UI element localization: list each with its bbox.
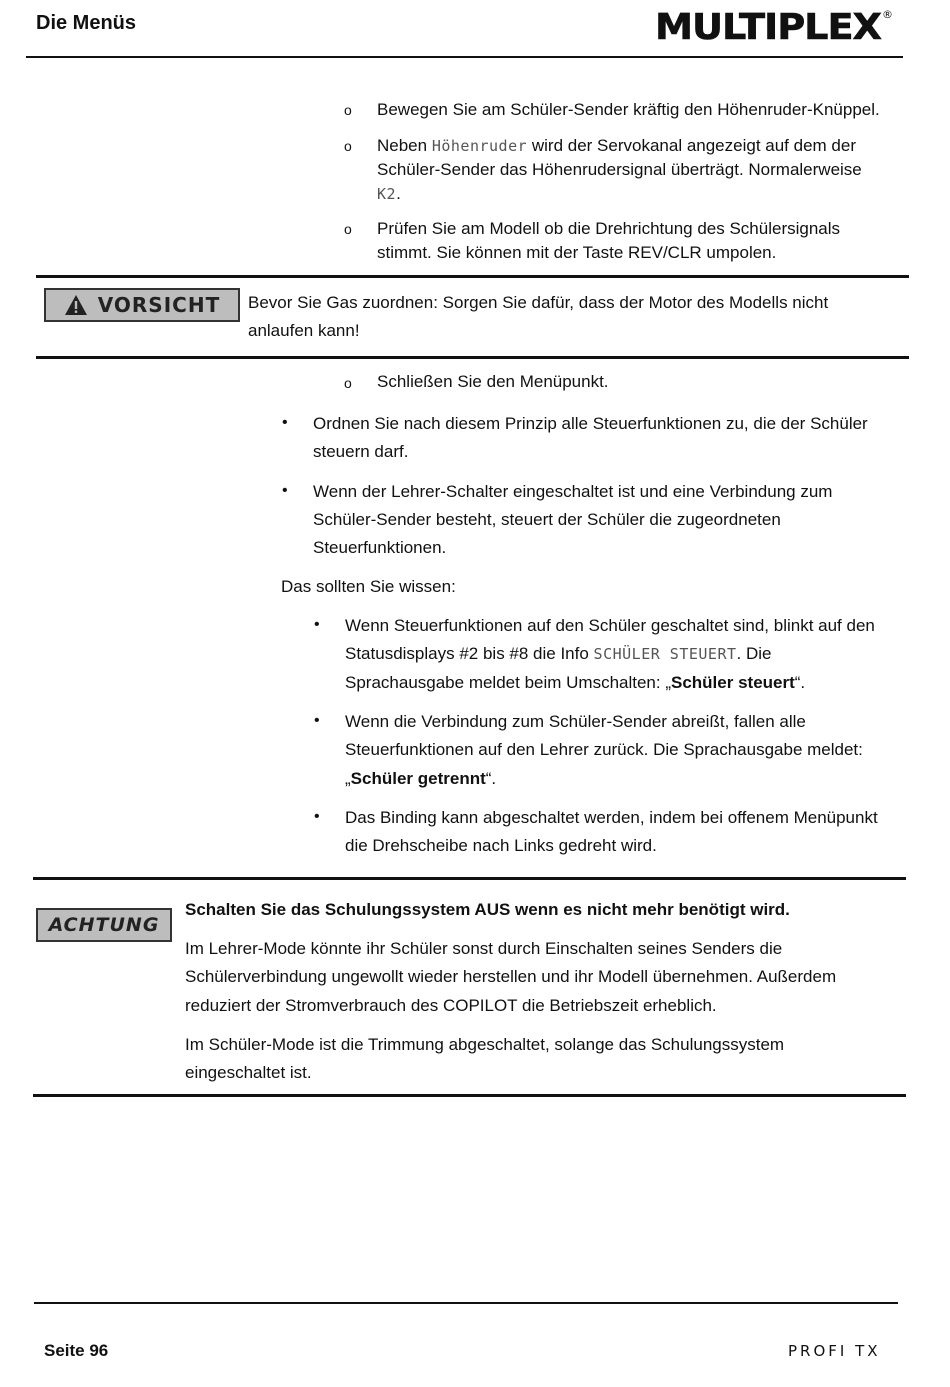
step-servo-line2: Schüler-Sender das Höhenrudersignal überträgt. Normalerweise	[377, 160, 862, 179]
step-check-line1: Prüfen Sie am Modell ob die Drehrichtung des Schülersignals	[377, 219, 841, 238]
attention-p1-line3: reduziert der Stromverbrauch des COPILOT die Betriebszeit erheblich.	[185, 996, 717, 1015]
step-check-line2: stimmt. Sie können mit der Taste REV/CLR umpolen.	[377, 243, 777, 262]
registered-mark: ®	[882, 8, 893, 21]
step-marker: o	[344, 221, 352, 237]
caution-text-line2: anlaufen kann!	[248, 321, 360, 340]
attention-rule-bottom	[33, 1094, 906, 1097]
multiplex-logo	[655, 6, 895, 46]
caution-rule-top	[36, 275, 909, 278]
know-binding-line1: Das Binding kann abgeschaltet werden, indem bei offenem Menüpunkt	[345, 808, 878, 827]
know-binding-line2: die Drehscheibe nach Links gedreht wird.	[345, 836, 657, 855]
attention-p2-line2: eingeschaltet ist.	[185, 1063, 312, 1082]
know-heading: Das sollten Sie wissen:	[281, 577, 456, 596]
attention-rule-top	[33, 877, 906, 880]
bullet-teacher-line3: Steuerfunktionen.	[313, 538, 447, 557]
step-servo-line3: K2.	[377, 184, 401, 203]
product-name: PROFI TX	[788, 1342, 881, 1360]
attention-heading: Schalten Sie das Schulungssystem AUS wenn es nicht mehr benötigt wird.	[185, 900, 790, 919]
bullet-marker: •	[314, 808, 320, 825]
know-switch-line2: Statusdisplays #2 bis #8 die Info SCHÜLER STEUERT. Die	[345, 644, 772, 663]
bullet-assign-line1: Ordnen Sie nach diesem Prinzip alle Steuerfunktionen zu, die der Schüler	[313, 414, 868, 433]
step-close-menu: Schließen Sie den Menüpunkt.	[377, 372, 609, 391]
attention-label-box	[36, 908, 172, 942]
step-marker: o	[344, 102, 352, 118]
step-move-stick: Bewegen Sie am Schüler-Sender kräftig den Höhenruder-Knüppel.	[377, 100, 880, 119]
bullet-marker: •	[314, 712, 320, 729]
step-marker: o	[344, 138, 352, 154]
bullet-marker: •	[282, 482, 288, 499]
caution-label: VORSICHT	[97, 293, 221, 317]
bullet-marker: •	[282, 414, 288, 431]
page-number: Seite 96	[44, 1341, 109, 1360]
bullet-assign-line2: steuern darf.	[313, 442, 409, 461]
step-servo-line1: Neben Höhenruder wird der Servokanal angezeigt auf dem der	[377, 136, 856, 155]
header-rule	[26, 56, 903, 58]
bullet-marker: •	[314, 616, 320, 633]
lcd-hoehenruder: Höhenruder	[431, 137, 528, 155]
footer-rule	[34, 1302, 898, 1304]
know-switch-line3: Sprachausgabe meldet beim Umschalten: „Schüler steuert“.	[345, 673, 806, 692]
step-marker: o	[344, 375, 352, 391]
warning-triangle-icon	[64, 294, 88, 316]
lcd-k2: K2	[377, 185, 397, 203]
lcd-schueler-steuert: SCHÜLER STEUERT	[593, 645, 737, 663]
caution-label-box	[44, 288, 240, 322]
know-disconnect-line2: Steuerfunktionen auf den Lehrer zurück. Die Sprachausgabe meldet:	[345, 740, 863, 759]
caution-rule-bottom	[36, 356, 909, 359]
bullet-teacher-line2: Schüler-Sender besteht, steuert der Schüler die zugeordneten	[313, 510, 781, 529]
caution-text-line1: Bevor Sie Gas zuordnen: Sorgen Sie dafür, dass der Motor des Modells nicht	[248, 293, 829, 312]
brand-wordmark: MULTIPLEX	[655, 7, 883, 46]
attention-p2-line1: Im Schüler-Mode ist die Trimmung abgeschaltet, solange das Schulungssystem	[185, 1035, 785, 1054]
attention-p1-line1: Im Lehrer-Mode könnte ihr Schüler sonst durch Einschalten seines Senders die	[185, 939, 783, 958]
bullet-teacher-line1: Wenn der Lehrer-Schalter eingeschaltet ist und eine Verbindung zum	[313, 482, 833, 501]
know-disconnect-line3: „Schüler getrennt“.	[345, 769, 497, 788]
attention-label: ACHTUNG	[48, 914, 160, 936]
attention-p1-line2: Schülerverbindung ungewollt wieder herstellen und ihr Modell übernehmen. Außerdem	[185, 967, 837, 986]
know-disconnect-line1: Wenn die Verbindung zum Schüler-Sender abreißt, fallen alle	[345, 712, 806, 731]
section-title: Die Menüs	[36, 12, 137, 34]
know-switch-line1: Wenn Steuerfunktionen auf den Schüler geschaltet sind, blinkt auf den	[345, 616, 875, 635]
